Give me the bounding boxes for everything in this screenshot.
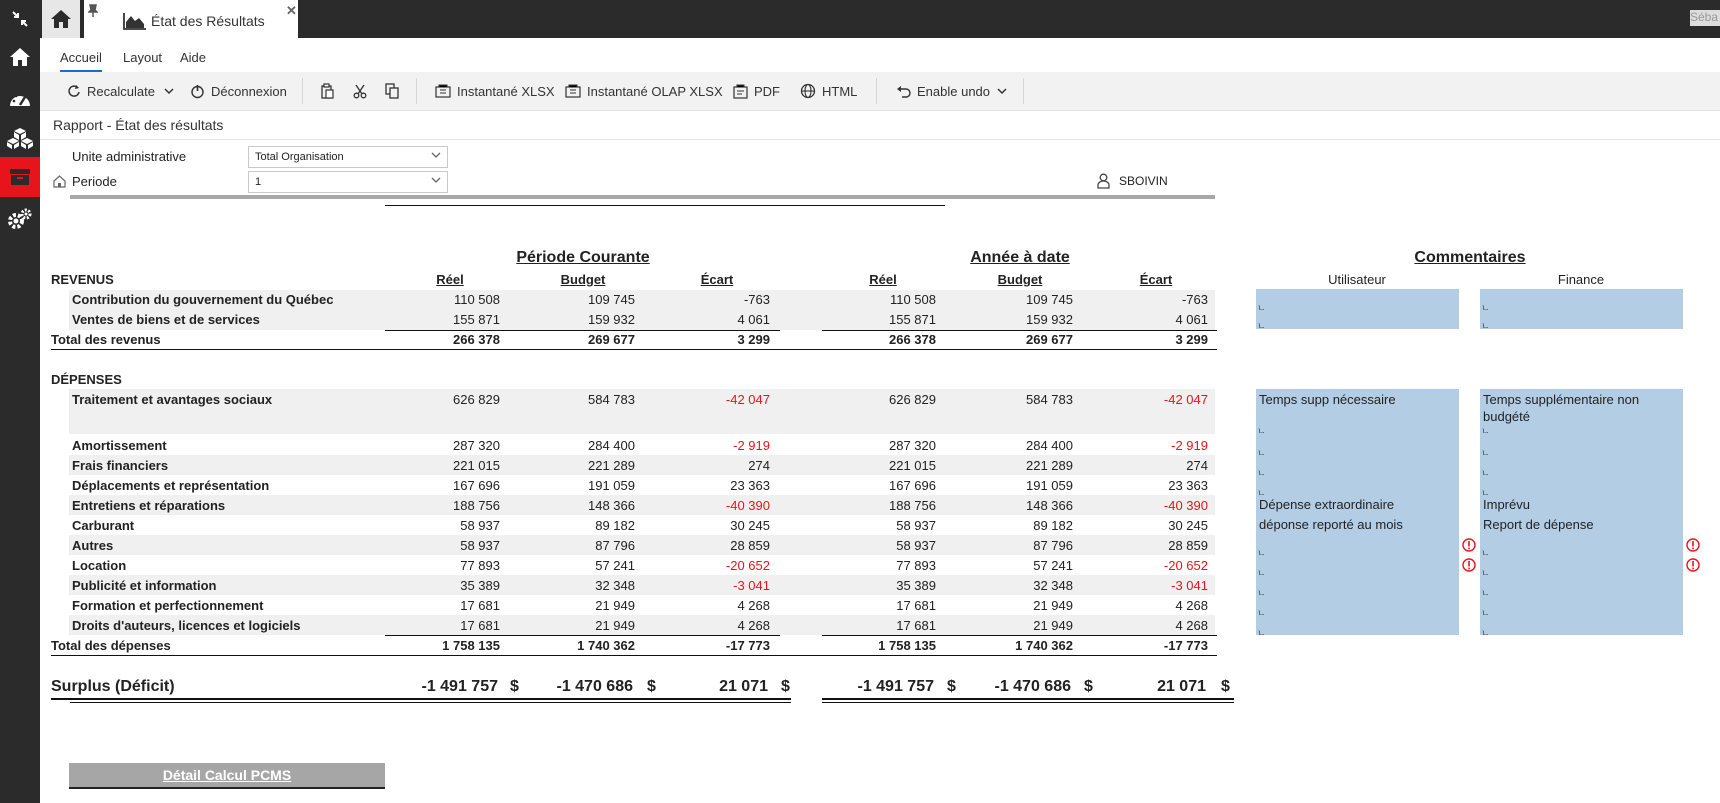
row-label: Ventes de biens et de services: [72, 312, 260, 327]
tab-etat-des-resultats[interactable]: [84, 0, 298, 38]
surplus-label: Surplus (Déficit): [51, 678, 175, 695]
depenses-section-title: DÉPENSES: [51, 372, 122, 387]
copy-button[interactable]: [385, 72, 405, 110]
unite-administrative-label: Unite administrative: [72, 149, 187, 164]
row-label: Formation et perfectionnement: [72, 598, 264, 613]
row-label: Location: [72, 558, 127, 573]
unite-administrative-select[interactable]: Total Organisation: [248, 146, 448, 168]
comment-finance-revenus[interactable]: ㄴ ㄴ: [1480, 289, 1683, 329]
annee-a-date-header: Année à date: [970, 249, 1070, 266]
ribbon-tabs: [40, 38, 1720, 73]
area-chart-icon: [123, 12, 147, 30]
row-label: Droits d'auteurs, licences et logiciels: [72, 618, 301, 633]
enable-undo-button[interactable]: Enable undo: [896, 72, 990, 110]
col-ytd-ecart: Écart: [1139, 272, 1173, 287]
tab-aide[interactable]: Aide: [180, 50, 207, 65]
warning-icon[interactable]: [1462, 538, 1476, 552]
pdf-icon: [733, 84, 748, 99]
chevron-down-icon: [997, 87, 1007, 95]
tab-accueil[interactable]: Accueil: [60, 50, 102, 72]
pin-icon[interactable]: [88, 4, 98, 18]
total-revenus-label: Total des revenus: [51, 332, 161, 347]
chevron-down-icon: [431, 150, 441, 160]
comment-utilisateur-revenus[interactable]: ㄴ ㄴ: [1256, 289, 1459, 329]
row-label: Entretiens et réparations: [72, 498, 226, 513]
row-label: Déplacements et représentation: [72, 478, 270, 493]
row-label: Autres: [72, 538, 114, 553]
total-depenses-label: Total des dépenses: [51, 638, 171, 653]
undo-icon: [896, 85, 911, 98]
dashboard-icon[interactable]: [0, 80, 40, 118]
row-label: Carburant: [72, 518, 135, 533]
col-reel: Réel: [436, 272, 464, 287]
left-sidebar: [0, 0, 40, 803]
col-budget: Budget: [560, 272, 606, 287]
col-ecart: Écart: [700, 272, 734, 287]
power-icon: [190, 84, 205, 99]
warning-icon[interactable]: [1686, 558, 1700, 572]
col-ytd-budget: Budget: [997, 272, 1043, 287]
comment-utilisateur-depenses[interactable]: Temps supp nécessaire Dépense extraordinaire déponse reporté au mois ㄴ ㄴ ㄴ ㄴ ㄴ ㄴ ㄴ ㄴ ㄴ: [1256, 389, 1459, 635]
commentaires-header: Commentaires: [1414, 249, 1526, 266]
copy-icon: [385, 83, 399, 99]
cubes-icon[interactable]: [0, 119, 40, 157]
revenus-section-title: REVENUS: [51, 272, 114, 287]
row-label: Amortissement: [72, 438, 167, 453]
col-ytd-reel: Réel: [869, 272, 897, 287]
tab-title: État des Résultats: [151, 13, 265, 29]
instantane-xlsx-button[interactable]: Instantané XLSX: [435, 72, 555, 110]
clipboard-icon: [321, 83, 334, 99]
comment-finance-depenses[interactable]: Temps supplémentaire non budgété Imprévu Report de dépense ㄴ ㄴ ㄴ ㄴ ㄴ ㄴ ㄴ ㄴ ㄴ: [1480, 389, 1683, 635]
home-icon[interactable]: [0, 38, 40, 76]
home-small-icon[interactable]: [53, 175, 66, 188]
row-label: Traitement et avantages sociaux: [72, 392, 273, 407]
col-finance: Finance: [1557, 272, 1605, 287]
collapse-icon[interactable]: [0, 0, 40, 38]
breadcrumb: Rapport - État des résultats: [53, 117, 224, 133]
refresh-icon: [67, 84, 81, 98]
toolbar: [40, 72, 1720, 111]
periode-courante-header: Période Courante: [516, 249, 650, 266]
cut-button[interactable]: [353, 72, 373, 110]
close-tab-icon[interactable]: ✕: [286, 3, 297, 18]
detail-calcul-pcms-button[interactable]: Détail Calcul PCMS: [69, 763, 385, 789]
warning-icon[interactable]: [1686, 538, 1700, 552]
row-label: Publicité et information: [72, 578, 217, 593]
globe-icon: [800, 83, 816, 99]
xlsx-snapshot-icon: [435, 84, 451, 98]
row-label: Frais financiers: [72, 458, 169, 473]
deconnexion-button[interactable]: Déconnexion: [190, 72, 287, 110]
instantane-olap-xlsx-button[interactable]: Instantané OLAP XLSX: [565, 72, 723, 110]
col-utilisateur: Utilisateur: [1328, 272, 1386, 287]
periode-select[interactable]: 1: [248, 171, 448, 193]
periode-label: Periode: [72, 174, 117, 189]
row-label: Contribution du gouvernement du Québec: [72, 292, 334, 307]
olap-snapshot-icon: [565, 84, 581, 98]
chevron-down-icon: [431, 175, 441, 185]
pdf-button[interactable]: PDF: [733, 72, 780, 110]
scissors-icon: [353, 84, 367, 99]
warning-icon[interactable]: [1462, 558, 1476, 572]
user-name-short[interactable]: Séba: [1690, 10, 1719, 24]
paste-button[interactable]: [321, 72, 340, 110]
enable-undo-dropdown[interactable]: [997, 72, 1013, 110]
tab-layout[interactable]: Layout: [123, 50, 163, 65]
settings-gears-icon[interactable]: [0, 200, 40, 238]
home-tab-button[interactable]: [42, 0, 80, 38]
chevron-down-icon: [164, 87, 174, 95]
html-button[interactable]: HTML: [800, 72, 857, 110]
recalculate-button[interactable]: Recalculate: [67, 72, 155, 110]
user-icon: [1097, 173, 1110, 189]
archive-icon[interactable]: [0, 157, 40, 197]
current-user: SBOIVIN: [1119, 174, 1168, 188]
recalculate-dropdown[interactable]: [164, 72, 180, 110]
